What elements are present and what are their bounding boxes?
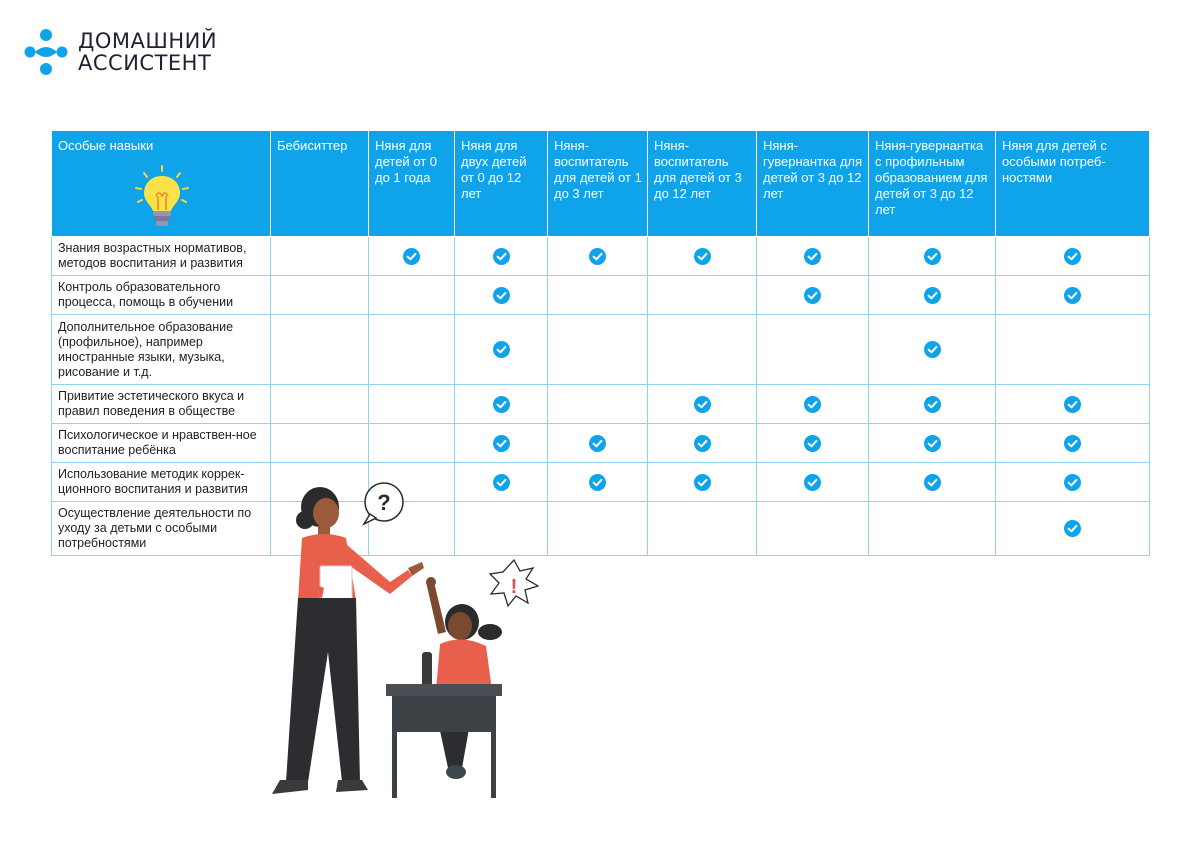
checkmark-icon xyxy=(1064,520,1081,537)
check-cell xyxy=(757,237,869,276)
check-cell xyxy=(869,276,996,315)
empty-cell xyxy=(271,315,369,385)
check-cell xyxy=(996,385,1150,424)
checkmark-icon xyxy=(804,287,821,304)
skill-label: Использование методик коррек-ционного воспитания и развития xyxy=(52,463,271,502)
check-cell xyxy=(869,315,996,385)
checkmark-icon xyxy=(493,248,510,265)
checkmark-icon xyxy=(924,474,941,491)
check-cell xyxy=(648,424,757,463)
check-cell xyxy=(869,385,996,424)
checkmark-icon xyxy=(804,474,821,491)
checkmark-icon xyxy=(924,396,941,413)
empty-cell xyxy=(369,385,455,424)
check-cell xyxy=(996,237,1150,276)
skill-label: Контроль образовательного процесса, помощь в обучении xyxy=(52,276,271,315)
table-row xyxy=(52,424,1150,463)
checkmark-icon xyxy=(1064,248,1081,265)
table-row xyxy=(52,385,1150,424)
checkmark-icon xyxy=(589,435,606,452)
table-row xyxy=(52,463,1150,502)
checkmark-icon xyxy=(493,287,510,304)
empty-cell xyxy=(648,276,757,315)
check-cell xyxy=(548,424,648,463)
skill-label: Осуществление деятельности по уходу за детьми с особыми потребностями xyxy=(52,502,271,556)
teacher-student-illustration xyxy=(250,482,550,812)
exclamation-mark: ! xyxy=(510,576,518,598)
check-cell xyxy=(996,276,1150,315)
empty-cell xyxy=(548,385,648,424)
empty-cell xyxy=(271,424,369,463)
check-cell xyxy=(869,424,996,463)
lightbulb-icon xyxy=(130,164,194,230)
check-cell xyxy=(455,237,548,276)
checkmark-icon xyxy=(403,248,420,265)
alert-star xyxy=(490,560,538,606)
check-cell xyxy=(996,463,1150,502)
check-cell xyxy=(548,237,648,276)
checkmark-icon xyxy=(1064,474,1081,491)
column-header-educator-1-3: Няня-воспитатель для детей от 1 до 3 лет xyxy=(548,131,648,237)
column-header-special-needs: Няня для детей с особыми потреб-ностями xyxy=(996,131,1150,237)
empty-cell xyxy=(548,502,648,556)
column-header-nanny-0-1: Няня для детей от 0 до 1 года xyxy=(369,131,455,237)
skill-label: Привитие эстетического вкуса и правил поведения в обществе xyxy=(52,385,271,424)
table-row xyxy=(52,315,1150,385)
empty-cell xyxy=(369,424,455,463)
checkmark-icon xyxy=(1064,287,1081,304)
check-cell xyxy=(648,237,757,276)
checkmark-icon xyxy=(694,474,711,491)
checkmark-icon xyxy=(804,435,821,452)
column-header-nanny-two-children: Няня для двух детей от 0 до 12 лет xyxy=(455,131,548,237)
checkmark-icon xyxy=(694,435,711,452)
skills-table xyxy=(51,130,1150,556)
logo-molecule-icon xyxy=(24,28,68,76)
empty-cell xyxy=(271,237,369,276)
column-header-governess-3-12: Няня-гувернантка для детей от 3 до 12 лет xyxy=(757,131,869,237)
check-cell xyxy=(648,385,757,424)
check-cell xyxy=(996,502,1150,556)
checkmark-icon xyxy=(589,474,606,491)
check-cell xyxy=(757,276,869,315)
checkmark-icon xyxy=(694,248,711,265)
checkmark-icon xyxy=(1064,435,1081,452)
table-row xyxy=(52,502,1150,556)
table-row xyxy=(52,237,1150,276)
skill-label: Психологическое и нравствен-ное воспитание ребёнка xyxy=(52,424,271,463)
check-cell xyxy=(455,424,548,463)
checkmark-icon xyxy=(924,248,941,265)
checkmark-icon xyxy=(694,396,711,413)
column-header-educator-3-12: Няня-воспитатель для детей от 3 до 12 лет xyxy=(648,131,757,237)
brand-name xyxy=(78,30,217,74)
table-header-row xyxy=(52,131,1150,237)
empty-cell xyxy=(369,276,455,315)
empty-cell xyxy=(548,315,648,385)
check-cell xyxy=(648,463,757,502)
empty-cell xyxy=(648,315,757,385)
check-cell xyxy=(369,237,455,276)
check-cell xyxy=(548,463,648,502)
table-row xyxy=(52,276,1150,315)
checkmark-icon xyxy=(493,396,510,413)
empty-cell xyxy=(757,502,869,556)
check-cell xyxy=(757,424,869,463)
empty-cell xyxy=(757,315,869,385)
brand-logo xyxy=(24,28,217,76)
brand-name-line1: ДОМАШНИЙ xyxy=(78,29,218,53)
empty-cell xyxy=(869,502,996,556)
column-header-babysitter: Бебиситтер xyxy=(271,131,369,237)
table-body xyxy=(52,237,1150,556)
check-cell xyxy=(996,424,1150,463)
student-figure xyxy=(386,577,502,798)
question-mark: ? xyxy=(377,490,391,515)
empty-cell xyxy=(271,276,369,315)
check-cell xyxy=(869,463,996,502)
check-cell xyxy=(455,276,548,315)
empty-cell xyxy=(996,315,1150,385)
empty-cell xyxy=(271,385,369,424)
checkmark-icon xyxy=(493,435,510,452)
check-cell xyxy=(757,463,869,502)
checkmark-icon xyxy=(924,435,941,452)
checkmark-icon xyxy=(804,248,821,265)
teacher-figure xyxy=(272,487,424,794)
skill-label: Дополнительное образование (профильное), например иностранные языки, музыка, рисование и т.д. xyxy=(52,315,271,385)
checkmark-icon xyxy=(589,248,606,265)
column-header-skills: Особые навыки xyxy=(52,131,271,237)
empty-cell xyxy=(548,276,648,315)
check-cell xyxy=(455,315,548,385)
empty-cell xyxy=(369,315,455,385)
checkmark-icon xyxy=(493,341,510,358)
check-cell xyxy=(757,385,869,424)
checkmark-icon xyxy=(804,396,821,413)
check-cell xyxy=(455,385,548,424)
skill-label: Знания возрастных нормативов, методов воспитания и развития xyxy=(52,237,271,276)
checkmark-icon xyxy=(924,287,941,304)
check-cell xyxy=(869,237,996,276)
question-bubble xyxy=(364,483,403,524)
empty-cell xyxy=(648,502,757,556)
checkmark-icon xyxy=(1064,396,1081,413)
brand-name-line2: АССИСТЕНТ xyxy=(78,51,212,75)
column-header-governess-profile: Няня-гувернантка с профильным образованием для детей от 3 до 12 лет xyxy=(869,131,996,237)
checkmark-icon xyxy=(924,341,941,358)
